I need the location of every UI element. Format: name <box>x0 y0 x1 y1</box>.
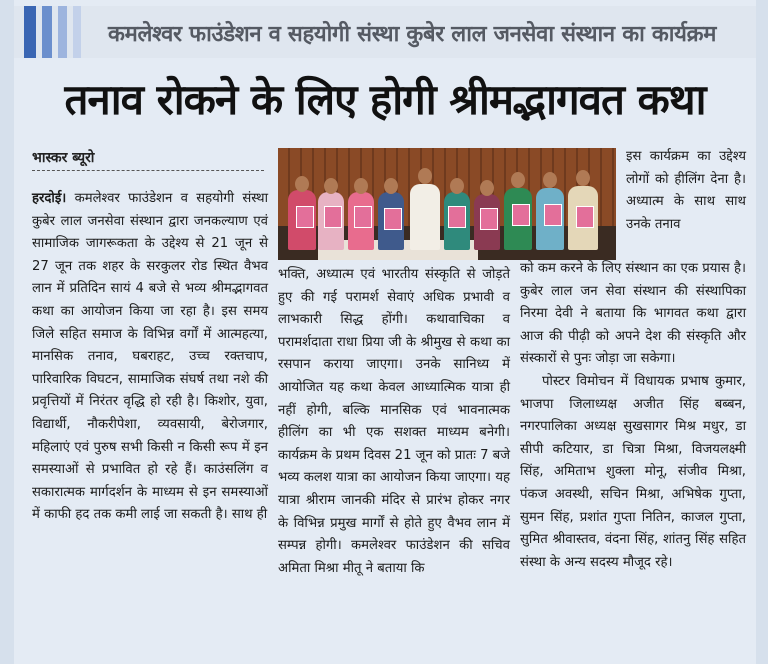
article-paragraph: इस कार्यक्रम का उद्देश्य लोगों को हीलिंग देना है। अध्यात्म के साथ साथ उनके तनाव <box>626 149 746 232</box>
article-paragraph: पोस्टर विमोचन में विधायक प्रभाष कुमार, भाजपा जिलाध्यक्ष अजीत सिंह बब्बन, नगरपालिका अध्यक्ष सुखसागर मिश्र मधुर, डा सीपी कटियार, डा चित्रा मिश्रा, विजयलक्ष्मी सिंह, अमिताभ शुक्ला मोनू, संजीव मिश्रा, पंकज अवस्थी, सचिन मिश्रा, अभिषेक गुप्ता, सुमन सिंह, प्रशांत गुप्ता नितिन, काजल गुप्ता, सुमित श्रीवास्तव, वंदना सिंह, शांतनु सिंह सहित संस्था के अन्य सदस्य मौजूद रहे। <box>520 373 746 570</box>
newspaper-clipping <box>14 0 756 664</box>
headline: तनाव रोकने के लिए होगी श्रीमद्भागवत कथा <box>64 75 706 124</box>
article-paragraph: को कम करने के लिए संस्थान का एक प्रयास है। कुबेर लाल जन सेवा संस्थान की संस्थापिका निरमा देवी ने बताया कि भागवत कथा द्वारा आज की पीढ़ी को अपने देश की संस्कृति और संस्कारों से पुनः जोड़ा जा सकेगा। <box>520 261 746 367</box>
poster <box>448 206 466 228</box>
dateline: हरदोई। <box>32 191 67 206</box>
accent-bar <box>42 6 52 58</box>
person <box>410 184 440 250</box>
news-photo <box>278 148 616 260</box>
article-column-1 <box>32 188 268 527</box>
kicker-text: कमलेश्वर फाउंडेशन व सहयोगी संस्था कुबेर लाल जनसेवा संस्थान का कार्यक्रम <box>108 22 717 47</box>
poster <box>354 206 372 228</box>
article-paragraph <box>32 188 268 527</box>
poster <box>576 206 594 228</box>
byline: भास्कर ब्यूरो <box>32 148 264 171</box>
article-text: कमलेश्वर फाउंडेशन व सहयोगी संस्था कुबेर लाल जनसेवा संस्थान द्वारा जनकल्याण एवं सामाजिक जागरूकता के उद्देश्य से 21 जून से 27 जून तक शहर के सरकुलर रोड स्थित वैभव लान में प्रतिदिन सायं 4 बजे से भव्य श्रीमद्भागवत कथा का आयोजन किया जा रहा है। इस समय जिले सहित समाज के विभिन्न वर्गों में आत्महत्या, मानसिक तनाव, घबराहट, उच्च रक्तचाप, पारिवारिक विघटन, सामाजिक संघर्ष तथा नशे की प्रवृत्तियों में निरंतर वृद्धि हो रही है। किशोर, युवा, विद्यार्थी, नौकरीपेशा, व्यवसायी, बेरोजगार, महिलाएं एवं पुरुष सभी किसी न किसी रूप में इन समस्याओं से प्रभावित हो रहे हैं। काउंसलिंग व सकारात्मक मार्गदर्शन के माध्यम से इन समस्याओं में काफी हद तक कमी लाई जा सकती है। साथ ही <box>32 191 268 523</box>
poster <box>384 208 402 230</box>
accent-bar <box>73 6 81 58</box>
article-column-3-top <box>626 146 746 236</box>
article-column-2 <box>278 264 510 580</box>
accent-bar <box>58 6 67 58</box>
accent-bar <box>24 6 36 58</box>
poster <box>544 204 562 226</box>
kicker-band <box>14 6 756 58</box>
article-column-3 <box>520 258 746 574</box>
article-paragraph: भक्ति, अध्यात्म एवं भारतीय संस्कृति से जोड़ते हुए की गई परामर्श सेवाएं अधिक प्रभावी व लाभकारी सिद्ध होंगी। कथावाचिका व परामर्शदाता राधा प्रिया जी के श्रीमुख से कथा का रसपान कराया जाएगा। उनके सानिध्य में आयोजित यह कथा केवल आध्यात्मिक यात्रा ही नहीं होगी, बल्कि मानसिक एवं भावनात्मक हीलिंग का भी एक सशक्त माध्यम बनेगी। कार्यक्रम के प्रथम दिवस 21 जून को प्रातः 7 बजे भव्य कलश यात्रा का आयोजन किया जाएगा। यह यात्रा श्रीराम जानकी मंदिर से प्रारंभ होकर नगर के विभिन्न प्रमुख मार्गों से होते हुए वैभव लान में सम्पन्न होगी। कमलेश्वर फाउंडेशन की सचिव अमिता मिश्रा मीतू ने बताया कि <box>278 267 510 576</box>
poster <box>480 208 498 230</box>
poster <box>324 206 342 228</box>
poster <box>512 204 530 226</box>
poster <box>296 206 314 228</box>
